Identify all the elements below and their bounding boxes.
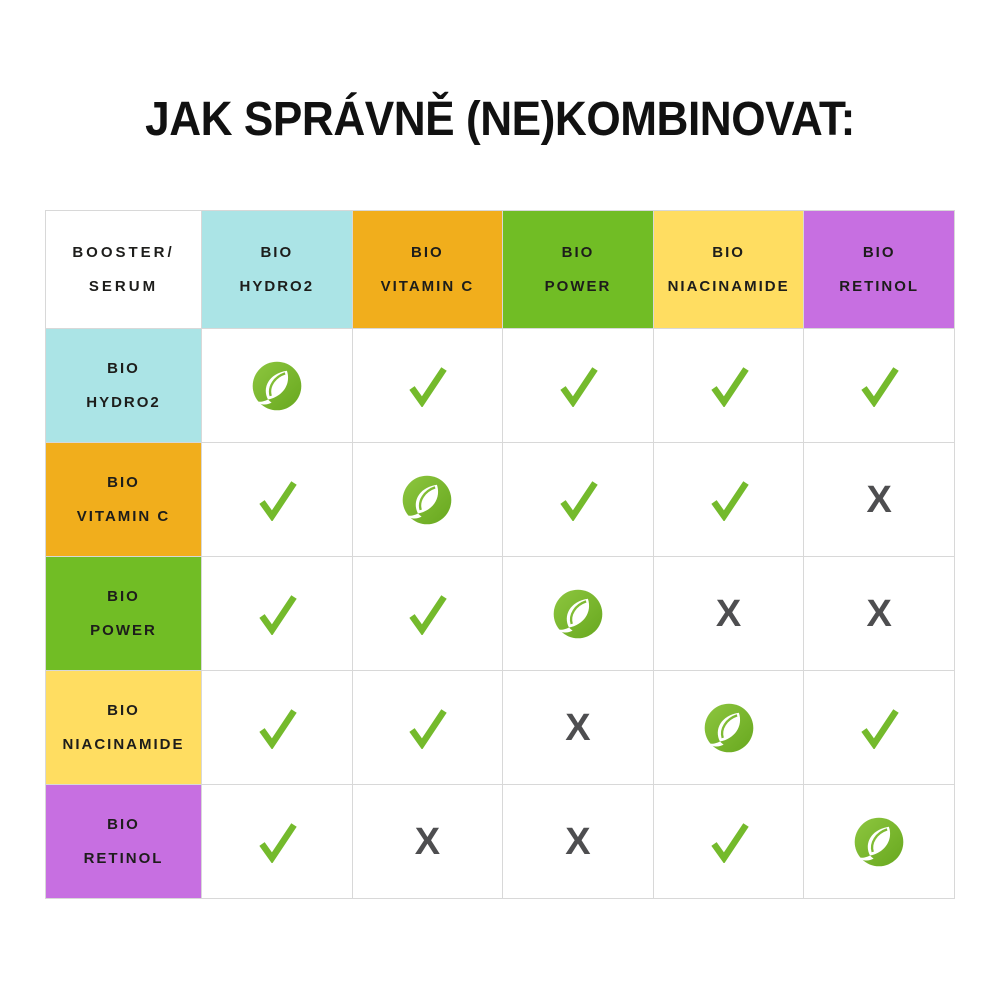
- leaf-logo-icon: [702, 701, 756, 755]
- cross-mark: X: [565, 820, 591, 863]
- table-row-bio-vitamin-c: [46, 443, 955, 557]
- cell-bio-hydro2-x-bio-vitamin-c: [352, 329, 503, 443]
- cross-mark: X: [866, 478, 892, 521]
- corner-label-line2: SERUM: [88, 277, 159, 295]
- check-icon: [706, 821, 752, 863]
- cell-bio-niacinamide-x-bio-power: [503, 671, 654, 785]
- header-label-line2: RETINOL: [83, 849, 164, 867]
- cell-bio-retinol-x-bio-power: [503, 785, 654, 899]
- check-icon: [706, 479, 752, 521]
- header-label-line1: BIO: [107, 701, 140, 719]
- check-icon: [254, 821, 300, 863]
- cell-bio-niacinamide-x-bio-vitamin-c: [352, 671, 503, 785]
- corner-label-line1: BOOSTER/: [72, 243, 175, 261]
- cell-bio-hydro2-x-bio-hydro2: [202, 329, 353, 443]
- cross-mark: X: [715, 592, 742, 635]
- cell-bio-vitamin-c-x-bio-vitamin-c: [352, 443, 503, 557]
- leaf-logo-icon: [250, 359, 304, 413]
- header-label-line2: NIACINAMIDE: [62, 735, 185, 753]
- col-header-bio-power: [503, 211, 654, 329]
- check-icon: [404, 593, 450, 635]
- cell-bio-niacinamide-x-bio-niacinamide: [653, 671, 804, 785]
- cross-mark: X: [866, 592, 892, 635]
- check-icon: [404, 365, 450, 407]
- header-label-line2: POWER: [90, 621, 157, 639]
- check-icon: [856, 365, 902, 407]
- header-label-line2: HYDRO2: [86, 393, 161, 411]
- check-icon: [706, 365, 752, 407]
- row-header-bio-retinol: [46, 785, 202, 899]
- header-label-line2: RETINOL: [839, 277, 920, 295]
- header-row: [46, 211, 955, 329]
- compatibility-table: [45, 210, 955, 899]
- col-header-bio-vitamin-c: [352, 211, 503, 329]
- cell-bio-hydro2-x-bio-power: [503, 329, 654, 443]
- check-icon: [254, 593, 300, 635]
- col-header-bio-niacinamide: [653, 211, 804, 329]
- cell-bio-hydro2-x-bio-niacinamide: [653, 329, 804, 443]
- cell-bio-power-x-bio-vitamin-c: [352, 557, 503, 671]
- col-header-bio-hydro2: [202, 211, 353, 329]
- table-row-bio-niacinamide: [46, 671, 955, 785]
- header-label-line2: VITAMIN C: [76, 507, 171, 525]
- cross-mark: X: [565, 706, 591, 749]
- cell-bio-power-x-bio-niacinamide: [653, 557, 804, 671]
- page-title: JAK SPRÁVNĚ (NE)KOMBINOVAT:: [145, 93, 855, 146]
- header-label-line1: BIO: [862, 243, 896, 261]
- col-header-bio-retinol: [804, 211, 955, 329]
- cell-bio-retinol-x-bio-niacinamide: [653, 785, 804, 899]
- cell-bio-vitamin-c-x-bio-hydro2: [202, 443, 353, 557]
- header-label-line1: BIO: [411, 243, 444, 261]
- cell-bio-retinol-x-bio-vitamin-c: [352, 785, 503, 899]
- check-icon: [555, 479, 601, 521]
- leaf-logo-icon: [551, 587, 605, 641]
- header-label-line1: BIO: [107, 587, 140, 605]
- header-label-line2: NIACINAMIDE: [667, 277, 790, 295]
- row-header-bio-vitamin-c: [46, 443, 202, 557]
- cell-bio-niacinamide-x-bio-retinol: [804, 671, 955, 785]
- check-icon: [254, 479, 300, 521]
- row-header-bio-hydro2: [46, 329, 202, 443]
- cross-mark: X: [414, 820, 441, 863]
- cell-bio-power-x-bio-retinol: [804, 557, 955, 671]
- header-label-line1: BIO: [712, 243, 745, 261]
- header-label-line2: HYDRO2: [239, 277, 315, 295]
- check-icon: [856, 707, 902, 749]
- leaf-logo-icon: [400, 473, 454, 527]
- corner-header: [46, 211, 202, 329]
- header-label-line2: POWER: [544, 277, 612, 295]
- check-icon: [254, 707, 300, 749]
- header-label-line2: VITAMIN C: [380, 277, 475, 295]
- table-row-bio-retinol: [46, 785, 955, 899]
- cell-bio-vitamin-c-x-bio-power: [503, 443, 654, 557]
- cell-bio-power-x-bio-hydro2: [202, 557, 353, 671]
- cell-bio-vitamin-c-x-bio-niacinamide: [653, 443, 804, 557]
- cell-bio-power-x-bio-power: [503, 557, 654, 671]
- cell-bio-niacinamide-x-bio-hydro2: [202, 671, 353, 785]
- table-row-bio-power: [46, 557, 955, 671]
- cell-bio-retinol-x-bio-hydro2: [202, 785, 353, 899]
- header-label-line1: BIO: [561, 243, 595, 261]
- check-icon: [555, 365, 601, 407]
- cell-bio-retinol-x-bio-retinol: [804, 785, 955, 899]
- header-label-line1: BIO: [260, 243, 294, 261]
- row-header-bio-niacinamide: [46, 671, 202, 785]
- header-label-line1: BIO: [107, 473, 140, 491]
- cell-bio-hydro2-x-bio-retinol: [804, 329, 955, 443]
- row-header-bio-power: [46, 557, 202, 671]
- table-row-bio-hydro2: [46, 329, 955, 443]
- check-icon: [404, 707, 450, 749]
- header-label-line1: BIO: [107, 815, 140, 833]
- leaf-logo-icon: [852, 815, 906, 869]
- matrix-table: [45, 210, 955, 899]
- header-label-line1: BIO: [107, 359, 140, 377]
- cell-bio-vitamin-c-x-bio-retinol: [804, 443, 955, 557]
